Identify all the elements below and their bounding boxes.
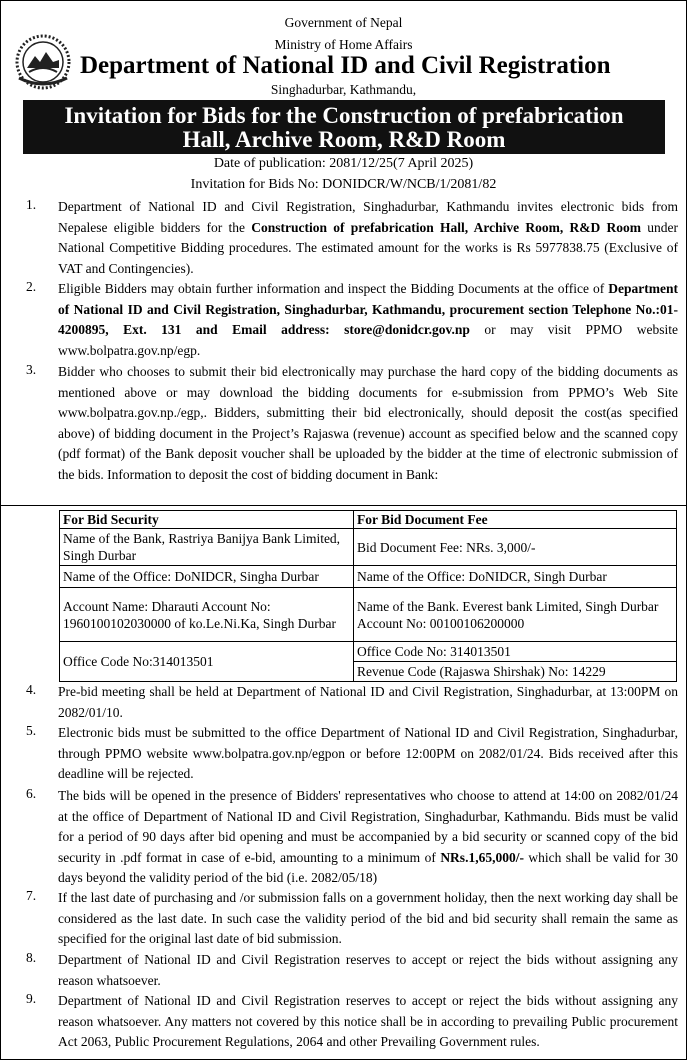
item-number: 5.	[26, 723, 37, 738]
item-number: 2.	[26, 279, 37, 294]
table-cell-split	[354, 588, 677, 642]
item-number: 3.	[26, 362, 37, 377]
item-paragraph	[58, 197, 678, 279]
item-number: 6.	[26, 786, 37, 801]
government-line: Government of Nepal	[284, 15, 403, 30]
table-header-bid-security: For Bid Security	[60, 511, 354, 529]
table-cell: Office Code No:314013501	[60, 642, 354, 682]
publication-date: Date of publication: 2081/12/25(7 April 2025)	[213, 156, 474, 171]
item-paragraph	[58, 723, 678, 785]
item-number: 4.	[26, 682, 37, 697]
table-cell-line: Account No: 00100106200000	[357, 615, 525, 631]
item-text: which shall be valid for 30 days beyond the validity period of the bid (i.e. 2082/05/18)	[58, 849, 679, 886]
department-title: Department of National ID and Civil Registration	[80, 52, 611, 79]
table-cell-line: Name of the Bank. Everest bank Limited, Singh Durbar	[357, 598, 659, 614]
table-cell: Bid Document Fee: NRs. 3,000/-	[354, 529, 677, 566]
notice-title-banner	[23, 100, 665, 154]
section-divider	[0, 505, 687, 506]
table-cell-split	[354, 642, 677, 682]
bank-details-table	[59, 510, 677, 682]
bid-number: Invitation for Bids No: DONIDCR/W/NCB/1/2081/82	[190, 177, 497, 192]
item-text: Department of National ID and Civil Registration, Singhadurbar, Kathmandu invites electronic bids from Nepalese eligible bidders for the	[58, 199, 678, 235]
table-cell-line: Revenue Code (Rajaswa Shirshak) No: 14229	[357, 664, 606, 679]
item-text: or may visit PPMO website www.bolpatra.gov.np/egp.	[58, 322, 678, 358]
location-line: Singhadurbar, Kathmandu,	[270, 82, 417, 97]
item-text: Electronic bids must be submitted to the office Department of National ID and Civil Registration, Singhadurbar, through PPMO website www.bolpatra.gov.np/egpon or before 12:00PM on 2082/01/24. Bids received after this deadline will be rejected.	[58, 725, 678, 782]
item-paragraph	[58, 950, 678, 991]
notice-title-line-1: Invitation for Bids for the Construction of prefabrication	[64, 103, 624, 128]
item-paragraph	[58, 786, 678, 889]
item-paragraph	[58, 682, 678, 723]
item-number: 8.	[26, 950, 37, 965]
item-paragraph	[58, 991, 678, 1053]
item-bold-text: NRs.1,65,000/-	[440, 849, 524, 865]
table-cell: Name of the Office: DoNIDCR, Singh Durbar	[354, 566, 677, 588]
item-number: 9.	[26, 991, 37, 1006]
item-text: The bids will be opened in the presence of Bidders' representatives who choose to attend at 14:00 on 2082/01/24 at the office of Department of National ID and Civil Registration, Singhadurbar, Kathmandu. Bids must be valid for a period of 90 days after bid opening and must be accompanied by a bid security or scanned copy of the bid security in .pdf format in case of e-bid, amounting to a minimum of	[58, 788, 678, 865]
item-bold-text: Department of National ID and Civil Registration, Singhadurbar, Kathmandu, procurement section Telephone No.:01-4200895, Ext. 131 and Email address: store@donidcr.gov.np	[58, 281, 678, 338]
item-text: Eligible Bidders may obtain further information and inspect the Bidding Documents at the office of	[58, 281, 609, 296]
table-header-document-fee: For Bid Document Fee	[354, 511, 677, 529]
item-text: If the last date of purchasing and /or submission falls on a government holiday, then the next working day shall be considered as the last date. In such case the validity period of the bid and bid security shall remain the same as specified for the original last date of bid submission.	[58, 890, 678, 947]
item-text: Bidder who chooses to submit their bid electronically may purchase the hard copy of the bidding documents as mentioned above or may download the bidding documents for e-submission from PPMO’s Web Site www.bolpatra.gov.np./egp,. Bidders, submitting their bid electronically, should deposit the cost(as specified above) of bidding document in the Project’s Rajaswa (revenue) account as specified below and the scanned copy (pdf format) of the Bank deposit voucher shall be uploaded by the bidder at the time of electronic submission of the bids. Information to deposit the cost of bidding document in Bank:	[58, 364, 678, 482]
item-number: 7.	[26, 888, 37, 903]
ministry-line: Ministry of Home Affairs	[274, 37, 413, 52]
item-text: Department of National ID and Civil Registration reserves to accept or reject the bids without assigning any reason whatsoever.	[58, 952, 678, 988]
item-text: Pre-bid meeting shall be held at Department of National ID and Civil Registration, Singhadurbar, at 13:00PM on 2082/01/10.	[58, 684, 678, 720]
item-number: 1.	[26, 197, 37, 212]
table-cell: Account Name: Dharauti Account No: 1960100102030000 of ko.Le.Ni.Ka, Singh Durbar	[60, 588, 354, 642]
table-cell: Name of the Office: DoNIDCR, Singha Durbar	[60, 566, 354, 588]
item-paragraph	[58, 279, 678, 361]
item-bold-text: Construction of prefabrication Hall, Archive Room, R&D Room	[251, 219, 641, 235]
notice-title-line-2: Hall, Archive Room, R&D Room	[182, 127, 506, 152]
table-cell-line: Office Code No: 314013501	[354, 642, 676, 662]
item-text: Department of National ID and Civil Registration reserves to accept or reject the bids without assigning any reason whatsoever. Any matters not covered by this notice shall be in according to prevailing Public procurement Act 2063, Public Procurement Regulations, 2064 and other Prevailing Government rules.	[58, 993, 678, 1050]
item-text: under National Competitive Bidding procedures. The estimated amount for the works is Rs 5977838.75 (Exclusive of VAT and Contingencies).	[58, 219, 678, 276]
table-cell: Name of the Bank, Rastriya Banijya Bank Limited, Singh Durbar	[60, 529, 354, 566]
item-paragraph	[58, 362, 678, 486]
item-paragraph	[58, 888, 678, 950]
